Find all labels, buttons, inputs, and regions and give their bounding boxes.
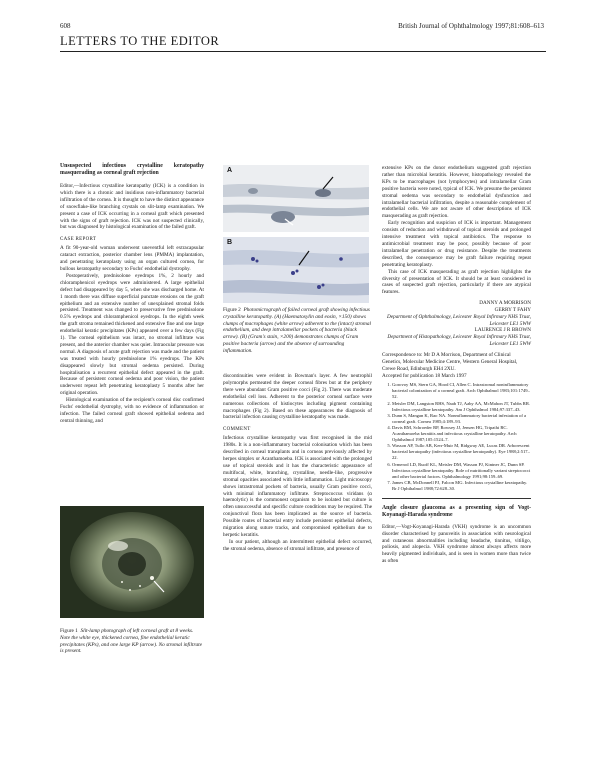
figure-1-caption-text: Slit-lamp photograph of left corneal graft at 8 weeks. Note the white eye, thickened cornea, fine endothelial keratic precipitates (KPs), and one large KP (arrow). No stromal infiltrate is present.: [60, 628, 202, 655]
affiliation-2: Department of Histopathology, Leicester Royal Infirmary NHS Trust, Leicester LE1 5WW: [387, 334, 531, 347]
figure-2-caption: [223, 307, 372, 355]
page-number: 608: [60, 22, 71, 30]
col3-paragraph-3: This case of ICK masquerading as graft rejection highlights the diversity of presentation of ICK. It should be at least considered in cases of suspected graft rejection, particularly if there are atypical features.: [382, 268, 531, 296]
accepted-date: Accepted for publication 18 March 1997: [382, 372, 467, 379]
comment-heading: COMMENT: [223, 427, 251, 433]
figure-2-caption-text: Photomicrograph of failed corneal graft showing infectious crystalline keratopathy. (A) (Haematoxylin and eosin, ×150) shows clumps of macrophages (white arrow) adherent to the (intact) stromal endothelium, and deep intralamellar pockets of bacteria (black arrow). (B) (Gram's stain, ×200) demonstrates clumps of Gram positive bacteria (arrow) and the absence of surrounding inflammation.: [223, 307, 371, 354]
col2-paragraph-1: discontinuities were evident in Bowman's layer. A few neutrophil polymorphs permeated the deeper corneal fibres but at the periphery there were abundant Gram positive cocci (Fig 2). There was moderate endothelial cell loss. Adherent to the posterior corneal surface were numerous collections of histiocytes including pigment containing macrophages (Fig 2). Based on these appearances the diagnosis of bacterial infection causing crystalline keratopathy was made.: [223, 373, 372, 421]
column-1: [60, 163, 204, 425]
letter1-intro: Editor,—Infectious crystalline keratopathy (ICK) is a condition in which there is a chronic and insidious non-inflammatory bacterial infiltration of the cornea. It is thought to have the distinct appearance of snowflake-like branching crystals on slit-lamp examination. We present a case of ICK occurring in a corneal graft which presented with the signs of graft rejection. ICK was not suspected clinically, but was diagnosed by histological examination of the failed graft.: [60, 183, 204, 231]
affiliation-1: Department of Ophthalmology, Leicester Royal Infirmary NHS Trust, Leicester LE1 5WW: [387, 313, 531, 327]
signature-block-1: [382, 300, 531, 348]
col3-paragraph-1: extensive KPs on the donor endothelium suggested graft rejection rather than microbial keratitis. However, histopathology revealed the KPs to be macrophages (not lymphocytes) and intralamellar Gram positive bacteria were noted, typical of ICK. We presume the persistent stromal oedema was secondary to endothelial dysfunction and intralamellar bacterial infiltration, despite a reasonable complement of endothelial cells. We are not aware of other descriptions of ICK masquerading as graft rejection.: [382, 165, 531, 220]
case-paragraph-1: A fit 90-year-old woman underwent uneventful left extracapsular cataract extraction, posterior chamber lens (PMMA) implantation, and penetrating keratoplasty using an organ cultured cornea, for bullous keratopathy secondary to Fuchs' endothelial dystrophy.: [60, 245, 204, 272]
comment-paragraph-2: In our patient, although an intermittent epithelial defect occurred, the stromal oedema, absence of stromal infiltrate, and presence of: [223, 538, 372, 552]
author-2: LAURENCE J R BROWN: [474, 327, 531, 334]
journal-header: [398, 22, 544, 30]
panel-a-label: A: [227, 167, 233, 174]
figure-1-caption: [60, 628, 204, 655]
header-rule: [60, 51, 546, 52]
figure-1-slit-lamp-photo: [60, 506, 204, 618]
section-title: LETTERS TO THE EDITOR: [60, 34, 220, 48]
figure-2-label: Figure 2: [223, 307, 241, 313]
reference-item: 7. James CB, McDonnell PJ, Falcon MG. Infectious crystalline keratopathy. Br J Ophthalmol 1988;72:628–30.: [392, 480, 531, 492]
case-report-heading: CASE REPORT: [60, 237, 97, 243]
reference-item: 5. Wasson AP, Tullo AB, Kerr-Muir M, Ridgway AE, Lucas DR. Arborescent bacterial keratopathy (infectious crystalline keratopathy). Eye 1988;2:517–22.: [392, 443, 531, 461]
authors-1: DANNY A MORRISON GERRY T FAHY: [479, 300, 531, 314]
figure-2b-photomicrograph: [223, 237, 369, 303]
col3-paragraph-2: Early recognition and suspicion of ICK is important. Management consists of reduction and withdrawal of topical steroids and prolonged intensive treatment with topical antibiotics. The response to antimicrobial treatment may be poor, possibly because of poor intralamellar penetration or drug resistance. Despite the treatments described, the consequence may be graft failure requiring repeat penetrating keratoplasty.: [382, 220, 531, 268]
panel-b-label: B: [227, 239, 233, 246]
reference-item: 4. Davis RM, Schroeder RP, Rowsey JJ, Jensen HG, Tripathi RC. Acanthamoeba keratitis and infectious crystalline keratopathy. Arch Ophthalmol 1987;105:1524–7.: [392, 425, 531, 443]
reference-list: [382, 382, 531, 491]
reference-item: 1. Gorovoy MS, Stern GA, Hood CI, Allen C. Intrastromal noninflammatory bacterial colonization of a corneal graft. Arch Ophthalmol 1983;101:1749–52.: [392, 382, 531, 400]
reference-item: 6. Ormerod LD, Ruoff KL, Meisler DM, Wasson PJ, Kintner JC, Dunn SP. Infectious crystalline keratopathy. Role of nutritionally variant streptococci and other bacterial factors. Ophthalmology 1991;98:159–69.: [392, 462, 531, 480]
correspondence: Correspondence to: Mr D A Morrison, Department of Clinical Genetics, Molecular Medicine Centre, Western General Hospital, Crewe Road, Edinburgh EH4 2XU.: [382, 351, 518, 372]
case-paragraph-2: Postoperatively, prednisolone eyedrops 1%, 2 hourly and chloramphenicol eyedrops were administered. A large epithelial defect had disappeared by day 5, when she was discharged home. At 1 month there was diffuse superficial punctate erosions on the graft epithelium and an extensive number of unexplained stromal folds persisted. Treatment was changed to preservative free prednisolone 0.5% eyedrops and chloramphenicol eyedrops. In the eighth week the graft stroma remained thickened and extensive fine and one large endothelial keratic precipitates (KPs) appeared over a few days (Fig 1). The corneal epithelium was intact, no stromal infiltrate was present, and the anterior chamber was quiet. Intraocular pressure was normal. A diagnosis of acute graft rejection was made and the patient was treated with hourly prednisolone 1% eyedrops. The KPs disappeared slowly but stromal oedema persisted. During hospitalisation a recurrent epithelial defect appeared in the graft. Because of persistent corneal oedema and poor vision, the patient underwent repeat left penetrating keratoplasty 5 months after her original operation.: [60, 272, 204, 397]
case-paragraph-3: Histological examination of the recipient's corneal disc confirmed Fuchs' endothelial dystrophy, with no evidence of inflammation or infection. The failed corneal graft showed epithelial oedema and central thinning, and: [60, 397, 204, 424]
journal-name: British Journal of Ophthalmology: [398, 22, 493, 30]
figure-2a-photomicrograph: [223, 165, 369, 232]
figure-1-label: Figure 1: [60, 628, 78, 634]
comment-paragraph-1: Infectious crystalline keratopathy was first recognised in the mid 1980s. It is a non-inflammatory bacterial colonisation which has been described in corneal transplants and in corneas previously affected by herpes simplex or Acanthamoeba. ICK is associated with the prolonged use of topical steroids and it has the characteristic appearance of multifocal, white, branching, crystalline, needle-like, progressive stromal opacities associated with little inflammation. Light microscopy shows intrastromal pockets of bacteria, usually Gram positive cocci, with minimal inflammatory infiltrate. Streptococcus viridans (α haemolytic) is the commonest organism to be isolated but culture is often unsuccessful and specific culture conditions may be required. The conjunctival flora has been implicated as the source of bacteria. Possible routes of bacterial entry include persistent epithelial defects, migration along suture tracks, and compromised epithelium due to herpetic keratitis.: [223, 435, 372, 538]
reference-item: 3. Dunn S, Mangan K, Rao NA. Nonmflammatory bacterial infestation of a corneal graft. Cornea 1985;4:189–93.: [392, 413, 531, 425]
letter2-title: Angle closure glaucoma as a presenting sign of Vogt-Koyanagi-Harada syndrome: [382, 504, 531, 518]
letter-divider: [382, 498, 531, 499]
journal-citation: 1997;81:608–613: [494, 22, 544, 30]
column-3: [382, 165, 531, 565]
column-2: [223, 373, 372, 553]
reference-item: 2. Meisler DM, Langston RHS, Naab TJ, Aaby AA, McMahon JT, Tubbs RR. Infectious crystalline keratopathy. Am J Ophthalmol 1984;97:337–43.: [392, 401, 531, 413]
letter2-intro: Editor,—Vogt-Koyanagi-Harada (VKH) syndrome is an uncommon disorder characterised by panuveitis in association with neurological and cutaneous abnormalities including headache, tinnitus, vitiligo, poliosis, and alopecia. VKH syndrome almost always affects more heavily pigmented individuals, and is seen in women more than twice as often: [382, 523, 531, 565]
letter1-title: Unsuspected infectious crystalline keratopathy masquerading as corneal graft rejection: [60, 163, 204, 176]
